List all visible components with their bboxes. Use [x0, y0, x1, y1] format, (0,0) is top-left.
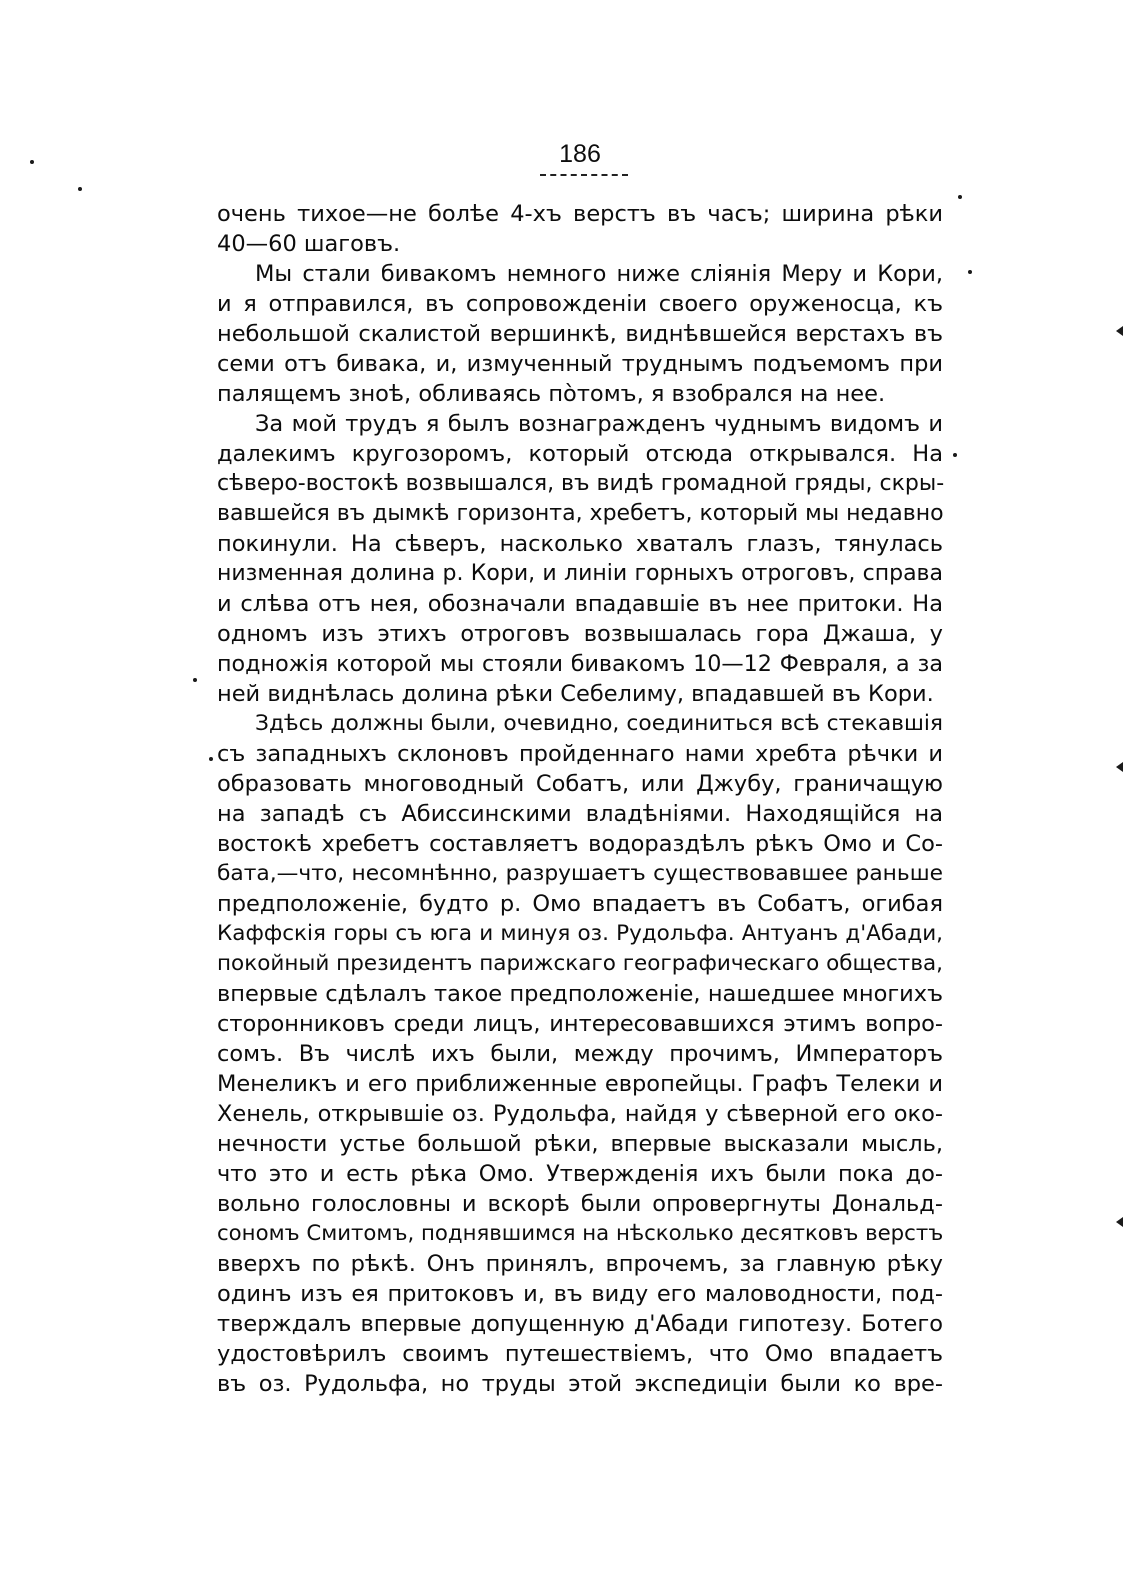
text-line: бата,—что, несомнѣнно, разрушаетъ существовавшее раньше — [217, 861, 943, 886]
text-line: Здѣсь должны были, очевидно, соединиться всѣ стекавшія — [255, 711, 943, 736]
text-line: впервые сдѣлалъ такое предположеніе, нашедшее многихъ — [217, 981, 943, 1007]
text-line: вавшейся въ дымкѣ горизонта, хребетъ, который мы недавно — [217, 501, 944, 526]
text-line: очень тихое—не болѣе 4-хъ верстъ въ часъ; ширина рѣки — [217, 201, 943, 227]
text-line: удостовѣрилъ своимъ путешествіемъ, что Омо впадаетъ — [217, 1341, 943, 1367]
text-line: семи отъ бивака, и, измученный труднымъ подъемомъ при — [217, 351, 943, 377]
page-number: 186 — [559, 140, 601, 168]
text-line: подножія которой мы стояли бивакомъ 10—12 Февраля, а за — [217, 651, 943, 677]
scan-speck — [193, 678, 197, 682]
scan-speck — [958, 195, 962, 199]
text-line: покойный президентъ парижскаго географическаго общества, — [217, 951, 943, 976]
text-line: небольшой скалистой вершинкѣ, виднѣвшейся верстахъ въ — [217, 321, 943, 347]
text-line: Каффскія горы съ юга и минуя оз. Рудольфа. Антуанъ д'Абади, — [217, 921, 943, 946]
scan-speck — [968, 270, 972, 274]
margin-mark — [1116, 326, 1123, 336]
text-line: 40—60 шаговъ. — [217, 231, 401, 257]
text-line: нечности устье большой рѣки, впервые высказали мысль, — [217, 1131, 943, 1157]
text-line: и слѣва отъ нея, обозначали впадавшіе въ нее притоки. На — [217, 591, 943, 617]
text-line: За мой трудъ я былъ вознагражденъ чуднымъ видомъ и — [255, 411, 943, 437]
page-number-rule — [540, 174, 628, 176]
text-line: съ западныхъ склоновъ пройденнаго нами хребта рѣчки и — [217, 741, 943, 767]
text-line: покинули. На сѣверъ, насколько хваталъ глазъ, тянулась — [217, 531, 943, 557]
text-line: на западѣ съ Абиссинскими владѣніями. Находящійся на — [217, 801, 943, 827]
text-line: тверждалъ впервые допущенную д'Абади гипотезу. Ботего — [217, 1311, 943, 1337]
text-line: востокѣ хребетъ составляетъ водораздѣлъ рѣкъ Омо и Со- — [217, 831, 943, 857]
text-line: вверхъ по рѣкѣ. Онъ принялъ, впрочемъ, за главную рѣку — [217, 1251, 943, 1277]
text-line: вольно голословны и вскорѣ были опровергнуты Дональд- — [217, 1191, 943, 1217]
text-line: Хенель, открывшіе оз. Рудольфа, найдя у сѣверной его око- — [217, 1101, 943, 1127]
text-line: сторонниковъ среди лицъ, интересовавшихся этимъ вопро- — [217, 1011, 943, 1037]
scan-speck — [78, 187, 82, 191]
margin-mark — [1116, 762, 1123, 772]
text-line: въ оз. Рудольфа, но труды этой экспедиціи были ко вре- — [217, 1371, 943, 1397]
text-line: одинъ изъ ея притоковъ и, въ виду его маловодности, под- — [217, 1281, 943, 1307]
text-line: далекимъ кругозоромъ, который отсюда открывался. На — [217, 441, 943, 467]
text-line: и я отправился, въ сопровожденіи своего оруженосца, къ — [217, 291, 943, 317]
text-line: Менеликъ и его приближенные европейцы. Графъ Телеки и — [217, 1071, 943, 1097]
text-line: предположеніе, будто р. Омо впадаетъ въ Собатъ, огибая — [217, 891, 943, 917]
text-line: палящемъ зноѣ, обливаясь пòтомъ, я взобрался на нее. — [217, 381, 886, 407]
text-line: ней виднѣлась долина рѣки Себелиму, впадавшей въ Кори. — [217, 681, 934, 707]
text-line: образовать многоводный Собатъ, или Джубу, граничащую — [217, 771, 943, 797]
text-line: сѣверо-востокѣ возвышался, въ видѣ громадной гряды, скры- — [217, 471, 945, 496]
margin-mark — [1116, 1217, 1123, 1227]
text-line: одномъ изъ этихъ отроговъ возвышалась гора Джаша, у — [217, 621, 943, 647]
text-line: сомъ. Въ числѣ ихъ были, между прочимъ, Императоръ — [217, 1041, 943, 1067]
scan-speck — [953, 453, 957, 457]
text-line: низменная долина р. Кори, и линіи горныхъ отроговъ, справа — [217, 561, 943, 586]
scan-speck — [30, 160, 34, 164]
body-text — [217, 199, 943, 1399]
text-line: сономъ Смитомъ, поднявшимся на нѣсколько десятковъ верстъ — [217, 1221, 944, 1246]
text-line: Мы стали бивакомъ немного ниже сліянія Меру и Кори, — [255, 261, 943, 287]
text-line: что это и есть рѣка Омо. Утвержденія ихъ были пока до- — [217, 1161, 943, 1187]
scan-speck — [209, 757, 213, 761]
